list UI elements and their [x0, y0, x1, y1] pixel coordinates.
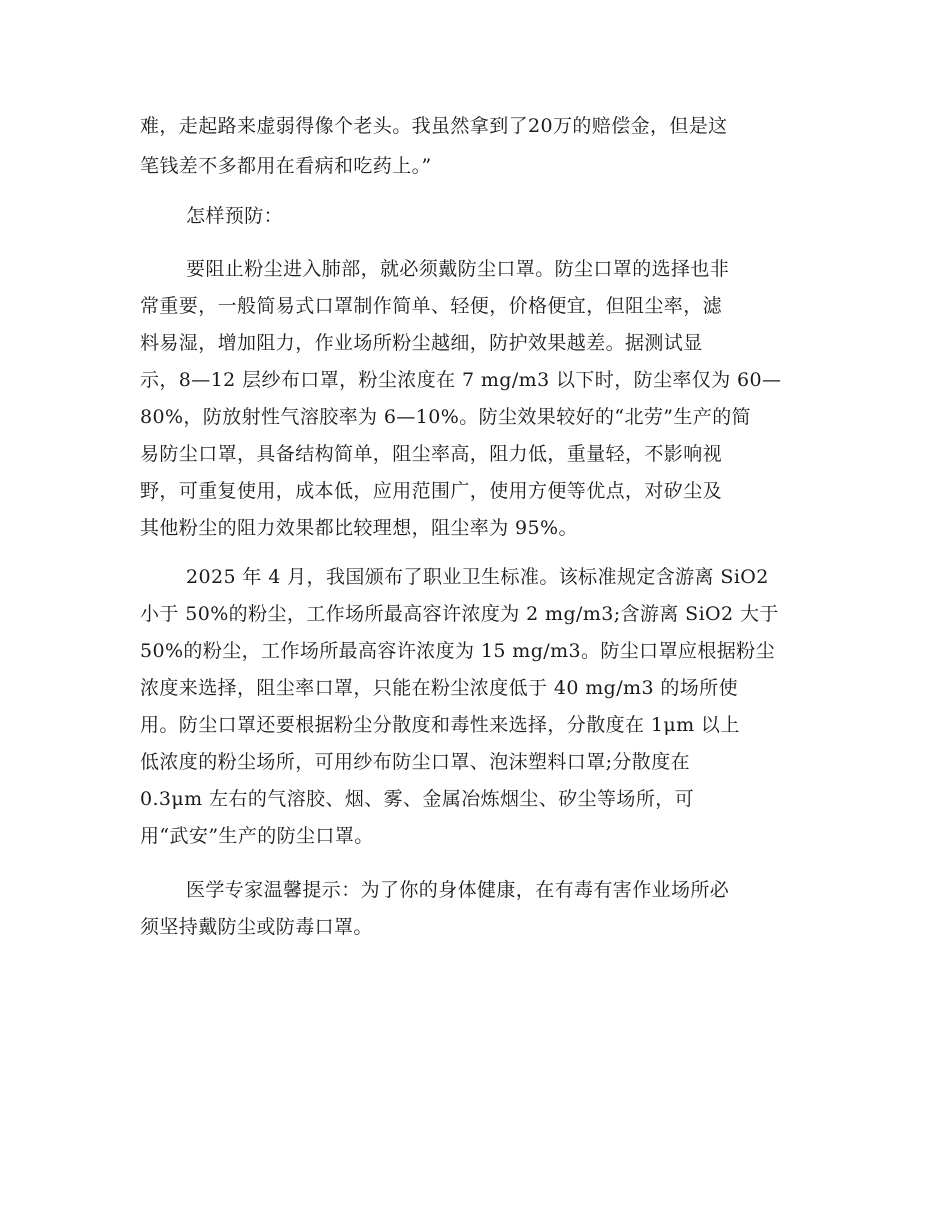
- text-line: 用。防尘口罩还要根据粉尘分散度和毒性来选择，分散度在 1μm 以上: [140, 714, 740, 736]
- text-line: 用“武安”生产的防尘口罩。: [140, 825, 374, 847]
- text-line: 医学专家温馨提示：为了你的身体健康，在有毒有害作业场所必: [186, 879, 730, 901]
- text-line: 低浓度的粉尘场所，可用纱布防尘口罩、泡沫塑料口罩;分散度在: [140, 751, 691, 773]
- heading-line: 怎样预防：: [186, 205, 284, 227]
- text-line: 50%的粉尘，工作场所最高容许浓度为 15 mg/m3。防尘口罩应根据粉尘: [140, 640, 775, 662]
- text-line: 易防尘口罩，具备结构简单，阻尘率高，阻力低，重量轻，不影响视: [140, 443, 723, 465]
- text-line: 示，8—12 层纱布口罩，粉尘浓度在 7 mg/m3 以下时，防尘率仅为 60—: [140, 369, 782, 391]
- text-line: 小于 50%的粉尘，工作场所最高容许浓度为 2 mg/m3;含游离 SiO2 大于: [140, 603, 779, 625]
- text-line: 笔钱差不多都用在看病和吃药上。”: [140, 155, 432, 177]
- text-line: 2025 年 4 月，我国颁布了职业卫生标准。该标准规定含游离 SiO2: [186, 566, 769, 588]
- text-line: 须坚持戴防尘或防毒口罩。: [140, 916, 373, 938]
- text-line: 要阻止粉尘进入肺部，就必须戴防尘口罩。防尘口罩的选择也非: [186, 258, 730, 280]
- text-line: 常重要，一般简易式口罩制作简单、轻便，价格便宜，但阻尘率，滤: [140, 295, 723, 317]
- text-line: 0.3μm 左右的气溶胶、烟、雾、金属冶炼烟尘、矽尘等场所，可: [140, 788, 695, 810]
- text-line: 料易湿，增加阻力，作业场所粉尘越细，防护效果越差。据测试显: [140, 332, 703, 354]
- text-line: 浓度来选择，阻尘率口罩，只能在粉尘浓度低于 40 mg/m3 的场所使: [140, 677, 738, 699]
- text-line: 野，可重复使用，成本低，应用范围广，使用方便等优点，对矽尘及: [140, 480, 723, 502]
- text-line: 难，走起路来虚弱得像个老头。我虽然拿到了20万的赔偿金，但是这: [140, 115, 728, 137]
- text-line: 其他粉尘的阻力效果都比较理想，阻尘率为 95%。: [140, 517, 578, 539]
- text-line: 80%，防放射性气溶胶率为 6—10%。防尘效果较好的“北劳”生产的简: [140, 406, 752, 428]
